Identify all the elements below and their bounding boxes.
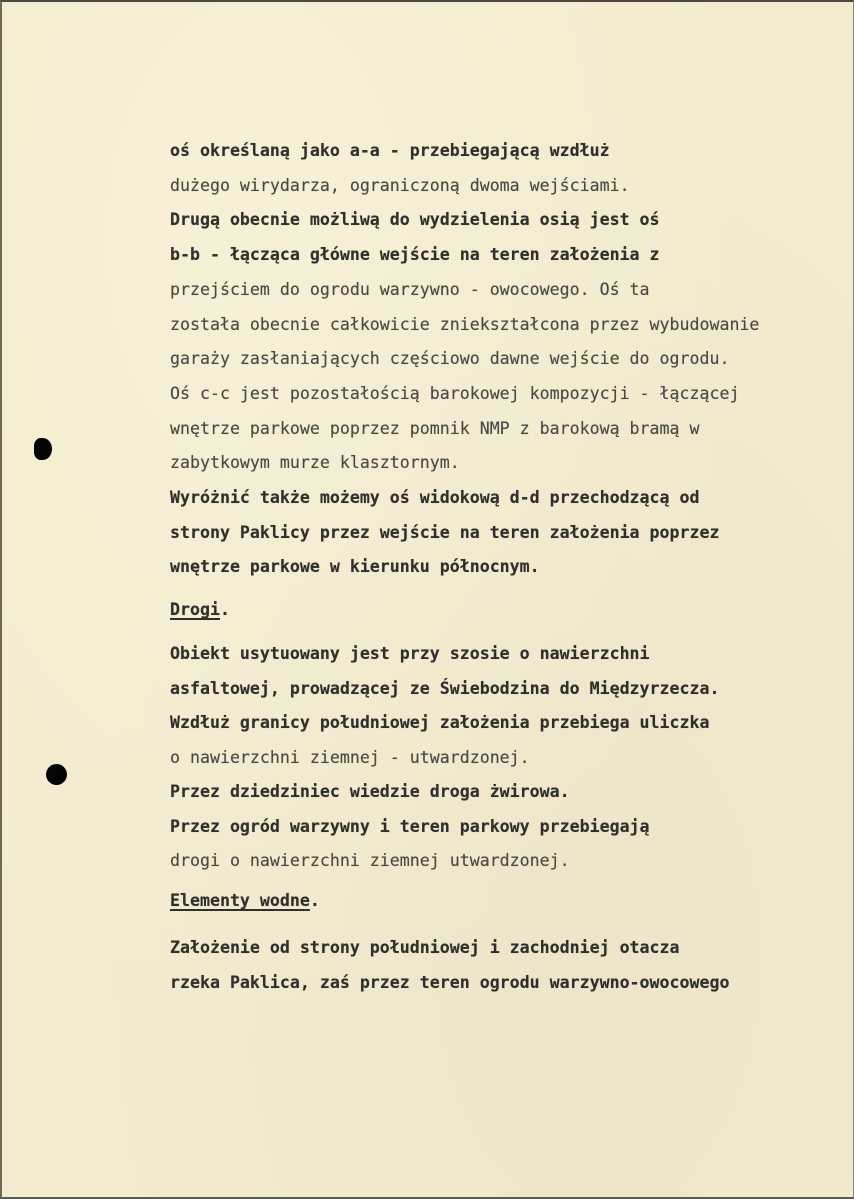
section-heading-water — [170, 891, 320, 911]
text-line: została obecnie całkowicie zniekształcona przez wybudowanie — [170, 315, 760, 334]
text-line: rzeka Paklica, zaś przez teren ogrodu warzywno-owocowego — [170, 973, 730, 992]
punch-hole-top — [34, 438, 52, 460]
text-line: Założenie od strony południowej i zachodniej otacza — [170, 938, 680, 957]
text-line: b-b - łącząca główne wejście na teren założenia z — [170, 245, 660, 264]
text-line: zabytkowym murze klasztornym. — [170, 453, 460, 472]
text-line: dużego wirydarza, ograniczoną dwoma wejściami. — [170, 176, 630, 195]
section-heading-roads — [170, 600, 230, 620]
text-line: wnętrze parkowe w kierunku północnym. — [170, 557, 540, 576]
text-line: drogi o nawierzchni ziemnej utwardzonej. — [170, 851, 570, 870]
text-line: Drugą obecnie możliwą do wydzielenia osią jest oś — [170, 210, 660, 229]
heading-text: Elementy wodne — [170, 891, 310, 910]
text-line: garaży zasłaniających częściowo dawne wejście do ogrodu. — [170, 349, 730, 368]
heading-punct: . — [309, 891, 320, 910]
text-line: Obiekt usytuowany jest przy szosie o nawierzchni — [170, 644, 650, 663]
text-line: Wzdłuż granicy południowej założenia przebiega uliczka — [170, 713, 710, 732]
text-line: przejściem do ogrodu warzywno - owocowego. Oś ta — [170, 280, 650, 299]
text-line: Przez ogród warzywny i teren parkowy przebiegają — [170, 817, 650, 836]
heading-punct: . — [219, 600, 230, 619]
text-line: asfaltowej, prowadzącej ze Świebodzina do Międzyrzecza. — [170, 679, 720, 698]
text-line: Oś c-c jest pozostałością barokowej kompozycji - łączącej — [170, 384, 740, 403]
text-line: Przez dziedziniec wiedzie droga żwirowa. — [170, 782, 570, 801]
text-line: wnętrze parkowe poprzez pomnik NMP z barokową bramą w — [170, 419, 700, 438]
heading-text: Drogi — [170, 600, 220, 619]
text-line: o nawierzchni ziemnej - utwardzonej. — [170, 748, 530, 767]
text-line: oś określaną jako a-a - przebiegającą wzdłuż — [170, 141, 610, 160]
text-line: strony Paklicy przez wejście na teren założenia poprzez — [170, 523, 720, 542]
punch-hole-bottom — [46, 764, 67, 785]
text-line: Wyróżnić także możemy oś widokową d-d przechodzącą od — [170, 488, 700, 507]
